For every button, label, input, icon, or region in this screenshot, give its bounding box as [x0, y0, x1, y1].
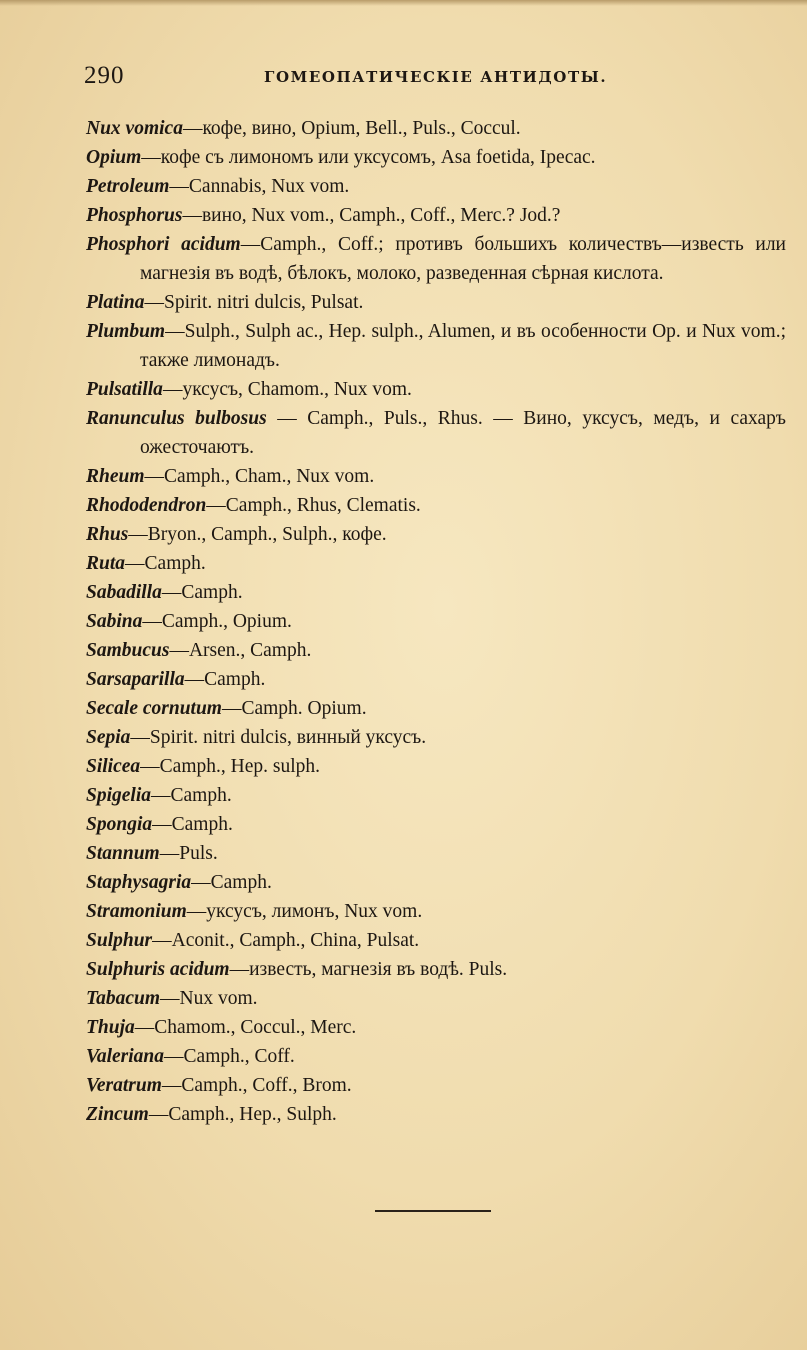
antidote-text: —уксусъ, Chamom., Nux vom.	[162, 379, 412, 400]
antidote-text: —Chamom., Coccul., Merc.	[134, 1017, 357, 1038]
remedy-name: Valeriana	[86, 1046, 165, 1067]
antidote-entry	[86, 201, 786, 230]
remedy-name: Zincum	[86, 1104, 149, 1125]
antidote-entry	[86, 288, 786, 317]
remedy-name: Phosphori acidum	[86, 234, 241, 255]
antidote-list	[86, 114, 786, 1129]
antidote-text: —Aconit., Camph., China, Pulsat.	[152, 930, 420, 951]
antidote-text: — Camph., Puls., Rhus. — Вино, уксусъ, медъ, и сахаръ ожесточаютъ.	[140, 408, 786, 458]
antidote-entry	[86, 114, 786, 143]
antidote-entry	[86, 810, 786, 839]
antidote-entry	[86, 404, 786, 462]
antidote-entry	[86, 578, 786, 607]
antidote-text: —известь, магнезія въ водѣ. Puls.	[229, 959, 508, 980]
remedy-name: Pulsatilla	[86, 379, 163, 400]
remedy-name: Platina	[86, 292, 145, 313]
antidote-text: —Camph., Rhus, Clematis.	[206, 495, 421, 516]
remedy-name: Plumbum	[86, 321, 166, 342]
end-rule	[375, 1210, 491, 1212]
antidote-text: —Camph., Hep., Sulph.	[148, 1104, 337, 1125]
antidote-text: —кофе съ лимономъ или уксусомъ, Asa foetida, Ipecac.	[141, 147, 596, 168]
antidote-text: —Camph., Coff., Brom.	[161, 1075, 352, 1096]
remedy-name: Staphysagria	[86, 872, 192, 893]
antidote-entry	[86, 694, 786, 723]
remedy-name: Stannum	[86, 843, 160, 864]
remedy-name: Stramonium	[86, 901, 187, 922]
remedy-name: Nux vomica	[86, 118, 183, 139]
remedy-name: Silicea	[86, 756, 141, 777]
antidote-text: —Spirit. nitri dulcis, винный уксусъ.	[130, 727, 427, 748]
page-top-edge	[0, 0, 807, 6]
running-head: ГОМЕОПАТИЧЕСКІЕ АНТИДОТЫ.	[264, 68, 608, 86]
antidote-entry	[86, 1071, 786, 1100]
antidote-text: —Nux vom.	[160, 988, 258, 1009]
antidote-entry	[86, 897, 786, 926]
antidote-text: —Camph., Coff.; противъ большихъ количествъ—известь или магнезія въ водѣ, бѣлокъ, молоко, разведенная сѣрная кислота.	[140, 234, 786, 284]
antidote-entry	[86, 172, 786, 201]
antidote-text: —Cannabis, Nux vom.	[169, 176, 350, 197]
remedy-name: Tabacum	[86, 988, 161, 1009]
antidote-text: —Bryon., Camph., Sulph., кофе.	[128, 524, 387, 545]
remedy-name: Rhododendron	[86, 495, 207, 516]
antidote-entry	[86, 520, 786, 549]
antidote-text: —Camph.	[152, 814, 233, 835]
remedy-name: Sulphur	[86, 930, 153, 951]
remedy-name: Ranunculus bulbosus	[86, 408, 267, 429]
remedy-name: Opium	[86, 147, 142, 168]
antidote-entry	[86, 665, 786, 694]
antidote-entry	[86, 607, 786, 636]
antidote-text: —вино, Nux vom., Camph., Coff., Merc.? Jod.?	[182, 205, 561, 226]
remedy-name: Spongia	[86, 814, 153, 835]
remedy-name: Rheum	[86, 466, 145, 487]
antidote-entry	[86, 723, 786, 752]
antidote-entry	[86, 1042, 786, 1071]
remedy-name: Sabadilla	[86, 582, 162, 603]
remedy-name: Thuja	[86, 1017, 135, 1038]
remedy-name: Secale cornutum	[86, 698, 222, 719]
antidote-text: —Camph.	[151, 785, 232, 806]
antidote-text: —кофе, вино, Opium, Bell., Puls., Coccul.	[182, 118, 521, 139]
remedy-name: Spigelia	[86, 785, 152, 806]
antidote-entry	[86, 230, 786, 288]
antidote-text: —Puls.	[159, 843, 218, 864]
remedy-name: Petroleum	[86, 176, 170, 197]
antidote-entry	[86, 984, 786, 1013]
remedy-name: Veratrum	[86, 1075, 162, 1096]
antidote-text: —Camph., Opium.	[142, 611, 292, 632]
remedy-name: Phosphorus	[86, 205, 183, 226]
antidote-entry	[86, 1100, 786, 1129]
antidote-entry	[86, 926, 786, 955]
antidote-entry	[86, 839, 786, 868]
page-header	[84, 62, 786, 92]
antidote-entry	[86, 1013, 786, 1042]
antidote-text: —Camph.	[125, 553, 206, 574]
antidote-entry	[86, 549, 786, 578]
antidote-entry	[86, 375, 786, 404]
antidote-entry	[86, 317, 786, 375]
remedy-name: Ruta	[86, 553, 126, 574]
antidote-entry	[86, 781, 786, 810]
antidote-text: —Sulph., Sulph ac., Hep. sulph., Alumen, и въ особенности Op. и Nux vom.; также лимонадъ.	[140, 321, 786, 371]
antidote-text: —Camph., Hep. sulph.	[140, 756, 320, 777]
antidote-text: —Camph., Coff.	[164, 1046, 295, 1067]
antidote-entry	[86, 143, 786, 172]
remedy-name: Sambucus	[86, 640, 170, 661]
antidote-text: —Camph.	[161, 582, 243, 603]
antidote-text: —Spirit. nitri dulcis, Pulsat.	[144, 292, 364, 313]
remedy-name: Sepia	[86, 727, 131, 748]
antidote-entry	[86, 636, 786, 665]
remedy-name: Rhus	[86, 524, 129, 545]
antidote-entry	[86, 491, 786, 520]
remedy-name: Sarsaparilla	[86, 669, 185, 690]
antidote-entry	[86, 752, 786, 781]
antidote-entry	[86, 868, 786, 897]
antidote-text: —Arsen., Camph.	[169, 640, 312, 661]
antidote-text: —Camph., Cham., Nux vom.	[144, 466, 375, 487]
antidote-entry	[86, 955, 786, 984]
antidote-text: —уксусъ, лимонъ, Nux vom.	[186, 901, 423, 922]
page-number: 290	[84, 62, 125, 89]
remedy-name: Sulphuris acidum	[86, 959, 230, 980]
antidote-text: —Camph.	[191, 872, 272, 893]
antidote-text: —Camph.	[184, 669, 266, 690]
remedy-name: Sabina	[86, 611, 143, 632]
antidote-text: —Camph. Opium.	[221, 698, 367, 719]
antidote-entry	[86, 462, 786, 491]
